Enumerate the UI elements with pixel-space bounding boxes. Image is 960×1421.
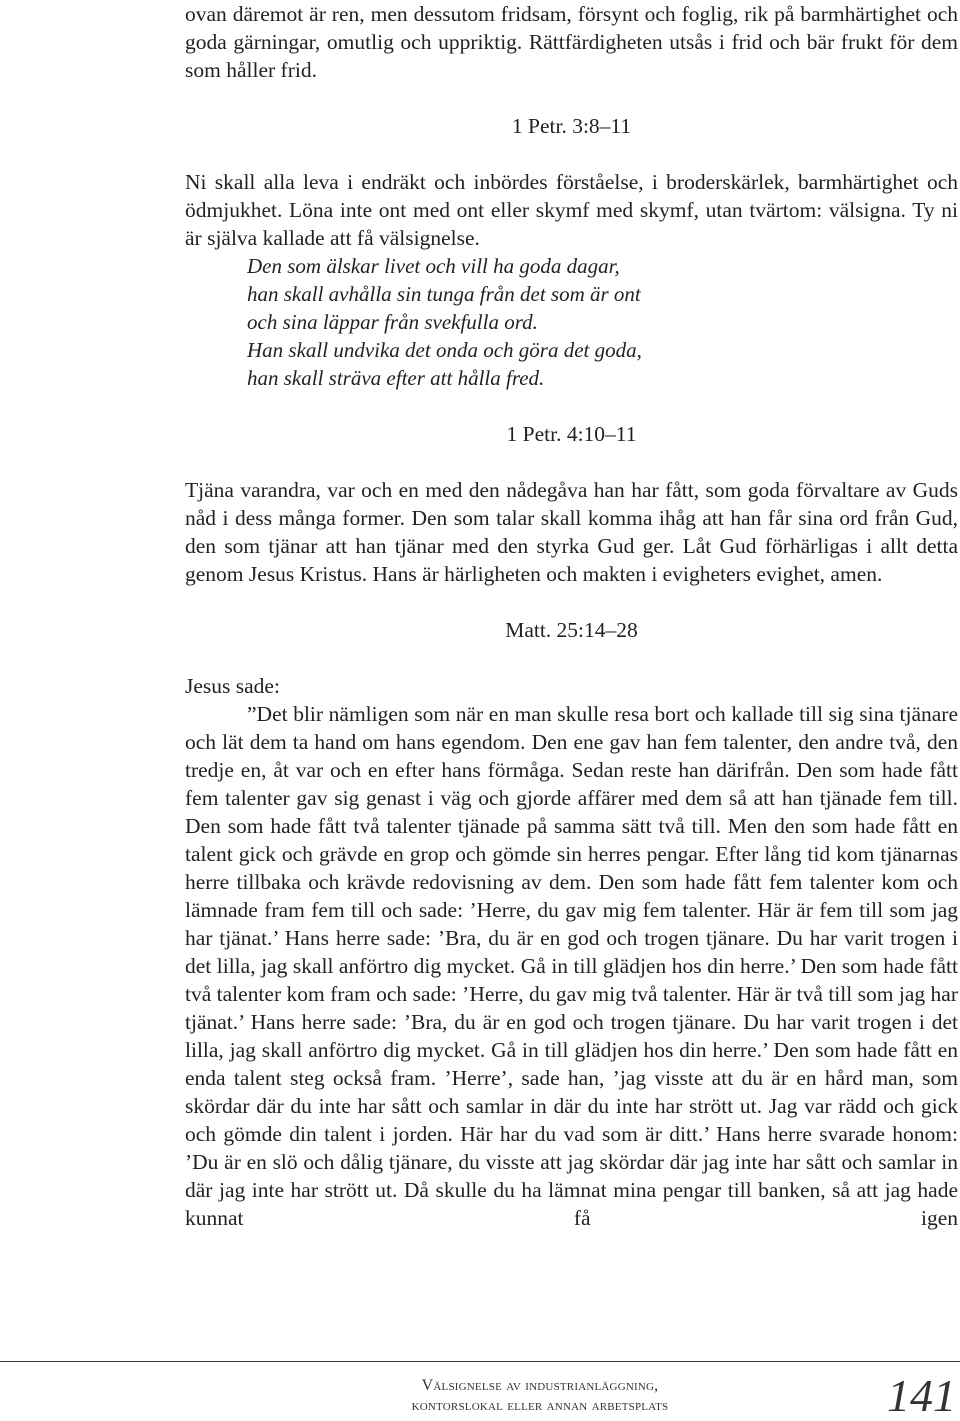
spacer xyxy=(185,84,958,112)
scripture-reference-2: 1 Petr. 4:10–11 xyxy=(506,422,637,446)
paragraph-jesus-lead: Jesus sade: xyxy=(185,674,280,698)
poem-line: han skall avhålla sin tunga från det som är ont xyxy=(247,282,641,306)
scripture-reference-1: 1 Petr. 3:8–11 xyxy=(511,114,632,138)
footer-title-line: kontorslokal eller annan arbetsplats xyxy=(411,1397,669,1414)
paragraph-petr-4: Tjäna varandra, var och en med den nådegåva han har fått, som goda förvaltare av Guds nåd i dess många former. Den som talar skall komma ihåg att han får sina ord från Gud, den som tjänar att han tjänar med den styrka Gud ger. Låt Gud förhärligas i allt detta genom Jesus Kristus. Hans är härligheten och makten i evigheters evighet, amen. xyxy=(185,478,958,586)
paragraph-parable: ”Det blir nämligen som när en man skulle resa bort och kallade till sig sina tjänare och lät dem ta hand om hans egendom. Den ene gav han fem talenter, den andre två, den tredje en, åt var och en efter hans förmåga. Sedan reste han därifrån. Den som hade fått fem talenter gav sig genast i väg och gjorde affärer med dem så att han tjänade fem till. Den som hade fått två talenter tjänade på samma sätt två till. Men den som hade fått en talent gick och grävde en grop och gömde sin herres pengar. Efter lång tid kom tjänarnas herre tillbaka och krävde redovisning av dem. Den som hade fått fem talenter kom och lämnade fram fem till och sade: ’Herre, du gav mig fem talenter. Här är fem till som jag har tjänat.’ Hans herre sade: ’Bra, du är en god och trogen tjänare. Du har varit trogen i det lilla, jag skall anförtro dig mycket. Gå in till glädjen hos din herre.’ Den som hade fått två talenter kom fram och sade: ’Herre, du gav mig två talenter. Här är två till som jag har tjänat.’ Hans herre sade: ’Bra, du är en god och trogen tjänare. Du har varit trogen i det lilla, jag skall anförtro dig mycket. Gå in till glädjen hos din herre.’ Den som hade fått en enda talent steg också fram. ’Herre’, sade han, ’jag visste att du är en hård man, som skördar där du inte har sått och samlar in där du inte har strött ut. Jag var rädd och gick och gömde din talent i jorden. Här har du vad som är ditt.’ Hans herre svarade honom: ’Du är en slö och dålig tjänare, du visste att jag skördar där jag inte har sått och samlar in där jag inte har strött ut. Då skulle du ha lämnat mina pengar till banken, så att jag hade kunnat få igen xyxy=(185,702,958,1230)
spacer xyxy=(185,448,958,476)
footer-title xyxy=(340,1376,740,1416)
poem-line: Han skall undvika det onda och göra det goda, xyxy=(247,338,642,362)
page-content xyxy=(185,0,958,1232)
poem-line: och sina läppar från svekfulla ord. xyxy=(247,310,538,334)
scripture-reference-3: Matt. 25:14–28 xyxy=(505,618,638,642)
spacer xyxy=(185,644,958,672)
spacer xyxy=(185,392,958,420)
spacer xyxy=(185,588,958,616)
footer-title-line: Välsignelse av industrianläggning, xyxy=(421,1377,659,1394)
poem-line: han skall sträva efter att hålla fred. xyxy=(247,366,545,390)
footer-divider xyxy=(0,1361,960,1362)
poem-quote xyxy=(185,252,958,392)
paragraph-petr-3: Ni skall alla leva i endräkt och inbördes förståelse, i broderskärlek, barmhärtighet och ödmjukhet. Löna inte ont med ont eller skymf med skymf, utan tvärtom: välsigna. Ty ni är själva kallade att få välsignelse. xyxy=(185,170,958,250)
poem-line: Den som älskar livet och vill ha goda dagar, xyxy=(247,254,620,278)
spacer xyxy=(185,140,958,168)
page-number: 141 xyxy=(887,1370,956,1421)
paragraph-intro: ovan däremot är ren, men dessutom fridsam, försynt och foglig, rik på barmhärtighet och goda gärningar, omutlig och uppriktig. Rättfärdigheten utsås i frid och bär frukt för dem som håller frid. xyxy=(185,2,958,82)
